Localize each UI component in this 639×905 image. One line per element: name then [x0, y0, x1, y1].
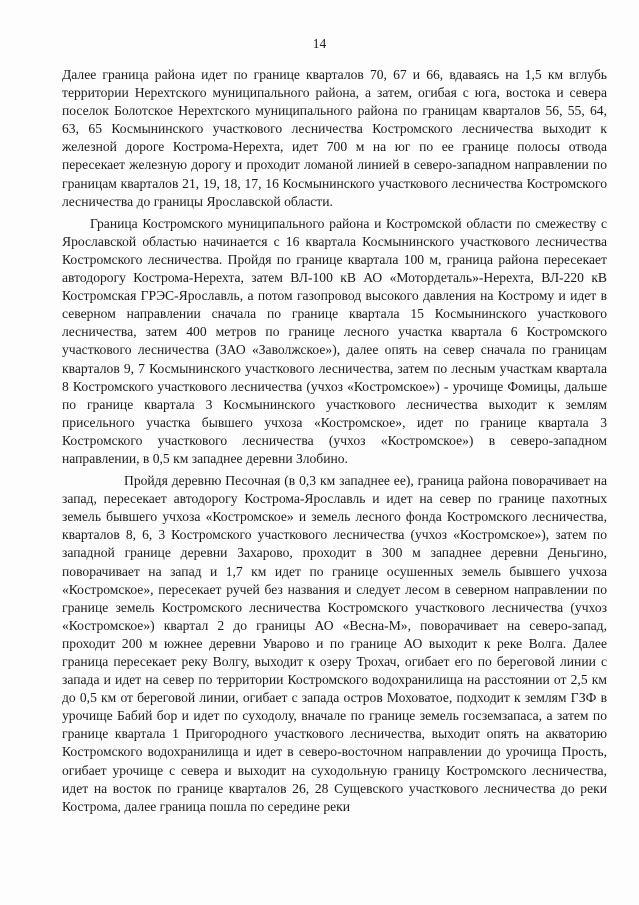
paragraph-2: Граница Костромского муниципального района и Костромской области по смежеству с Ярославской областью начинается с 16 квартала Космынинского участкового лесничества Костромского лесничества. Пройдя по границе квартала 100 м, граница района пересекает автодорогу Кострома-Нерехта, затем ВЛ-100 кВ АО «Мотордеталь»-Нерехта, ВЛ-220 кВ Костромская ГРЭС-Ярославль, а потом газопровод высокого давления на Кострому и идет в северном направлении сначала по границе квартала 15 Космынинского участкового лесничества, затем 400 метров по границе лесного участка квартала 6 Костромского участкового лесничества (ЗАО «Заволжское»), далее опять на север сначала по границам кварталов 9, 7 Космынинского участкового лесничества, затем по лесным участкам квартала 8 Костромского участкового лесничества (учхоз «Костромское») - урочище Фомицы, дальше по границе квартала 3 Космынинского участкового лесничества выходит к землям присельного участка бывшего учхоза «Костромское», идет по границе квартала 3 Костромского участкового лесничества (учхоз «Костромское») в северо-западном направлении, в 0,5 км западнее деревни Злобино.	[62, 215, 607, 466]
document-body	[62, 66, 607, 820]
paragraph-3: Пройдя деревню Песочная (в 0,3 км западнее ее), граница района поворачивает на запад, пересекает автодорогу Кострома-Ярославль и идет на север по границе пахотных земель бывшего учхоза «Костромское» и земель лесного фонда Костромского лесничества, кварталов 8, 6, 3 Костромского участкового лесничества (учхоз «Костромское»), затем по западной границе деревни Захарово, проходит в 300 м западнее деревни Деньгино, поворачивает на запад и 1,7 км идет по границе осушенных земель бывшего учхоза «Костромское», пересекает ручей без названия и следует лесом в северном направлении по границе земель Костромского лесничества Костромского участкового лесничества (учхоз «Костромское») квартал 2 до границы АО «Весна-М», поворачивает на северо-запад, проходит 200 м южнее деревни Уварово и по границе АО выходит к реке Волга. Далее граница пересекает реку Волгу, выходит к озеру Трохач, огибает его по береговой линии с запада и идет на север по территории Костромского водохранилища на расстоянии от 2,5 км до 0,5 км от береговой линии, огибает с запада остров Моховатое, подходит к землям ГЗФ в урочище Бабий бор и идет по суходолу, вначале по границе земель госземзапаса, а затем по границе квартала 1 Пригородного участкового лесничества, выходит опять на акваторию Костромского водохранилища и идет в северо-восточном направлении до урочища Прость, огибает урочище с севера и выходит на суходольную границу Костромского лесничества, идет на восток по границе кварталов 26, 28 Сущевского участкового лесничества до реки Кострома, далее граница пошла по середине реки	[62, 473, 607, 814]
page-number: 14	[312, 36, 327, 51]
paragraph-1: Далее граница района идет по границе кварталов 70, 67 и 66, вдаваясь на 1,5 км вглубь территории Нерехтского муниципального района, а затем, огибая с юга, востока и севера поселок Болотское Нерехтского муниципального района по границам кварталов 56, 55, 64, 63, 65 Космынинского участкового лесничества Костромского лесничества выходит к железной дороге Кострома-Нерехта, идет 700 м на юг по ее границе полосы отвода пересекает железную дорогу и проходит ломаной линией в северо-западном направлении по границам кварталов 21, 19, 18, 17, 16 Космынинского участкового лесничества Костромского лесничества до границы Ярославской области.	[62, 67, 607, 209]
